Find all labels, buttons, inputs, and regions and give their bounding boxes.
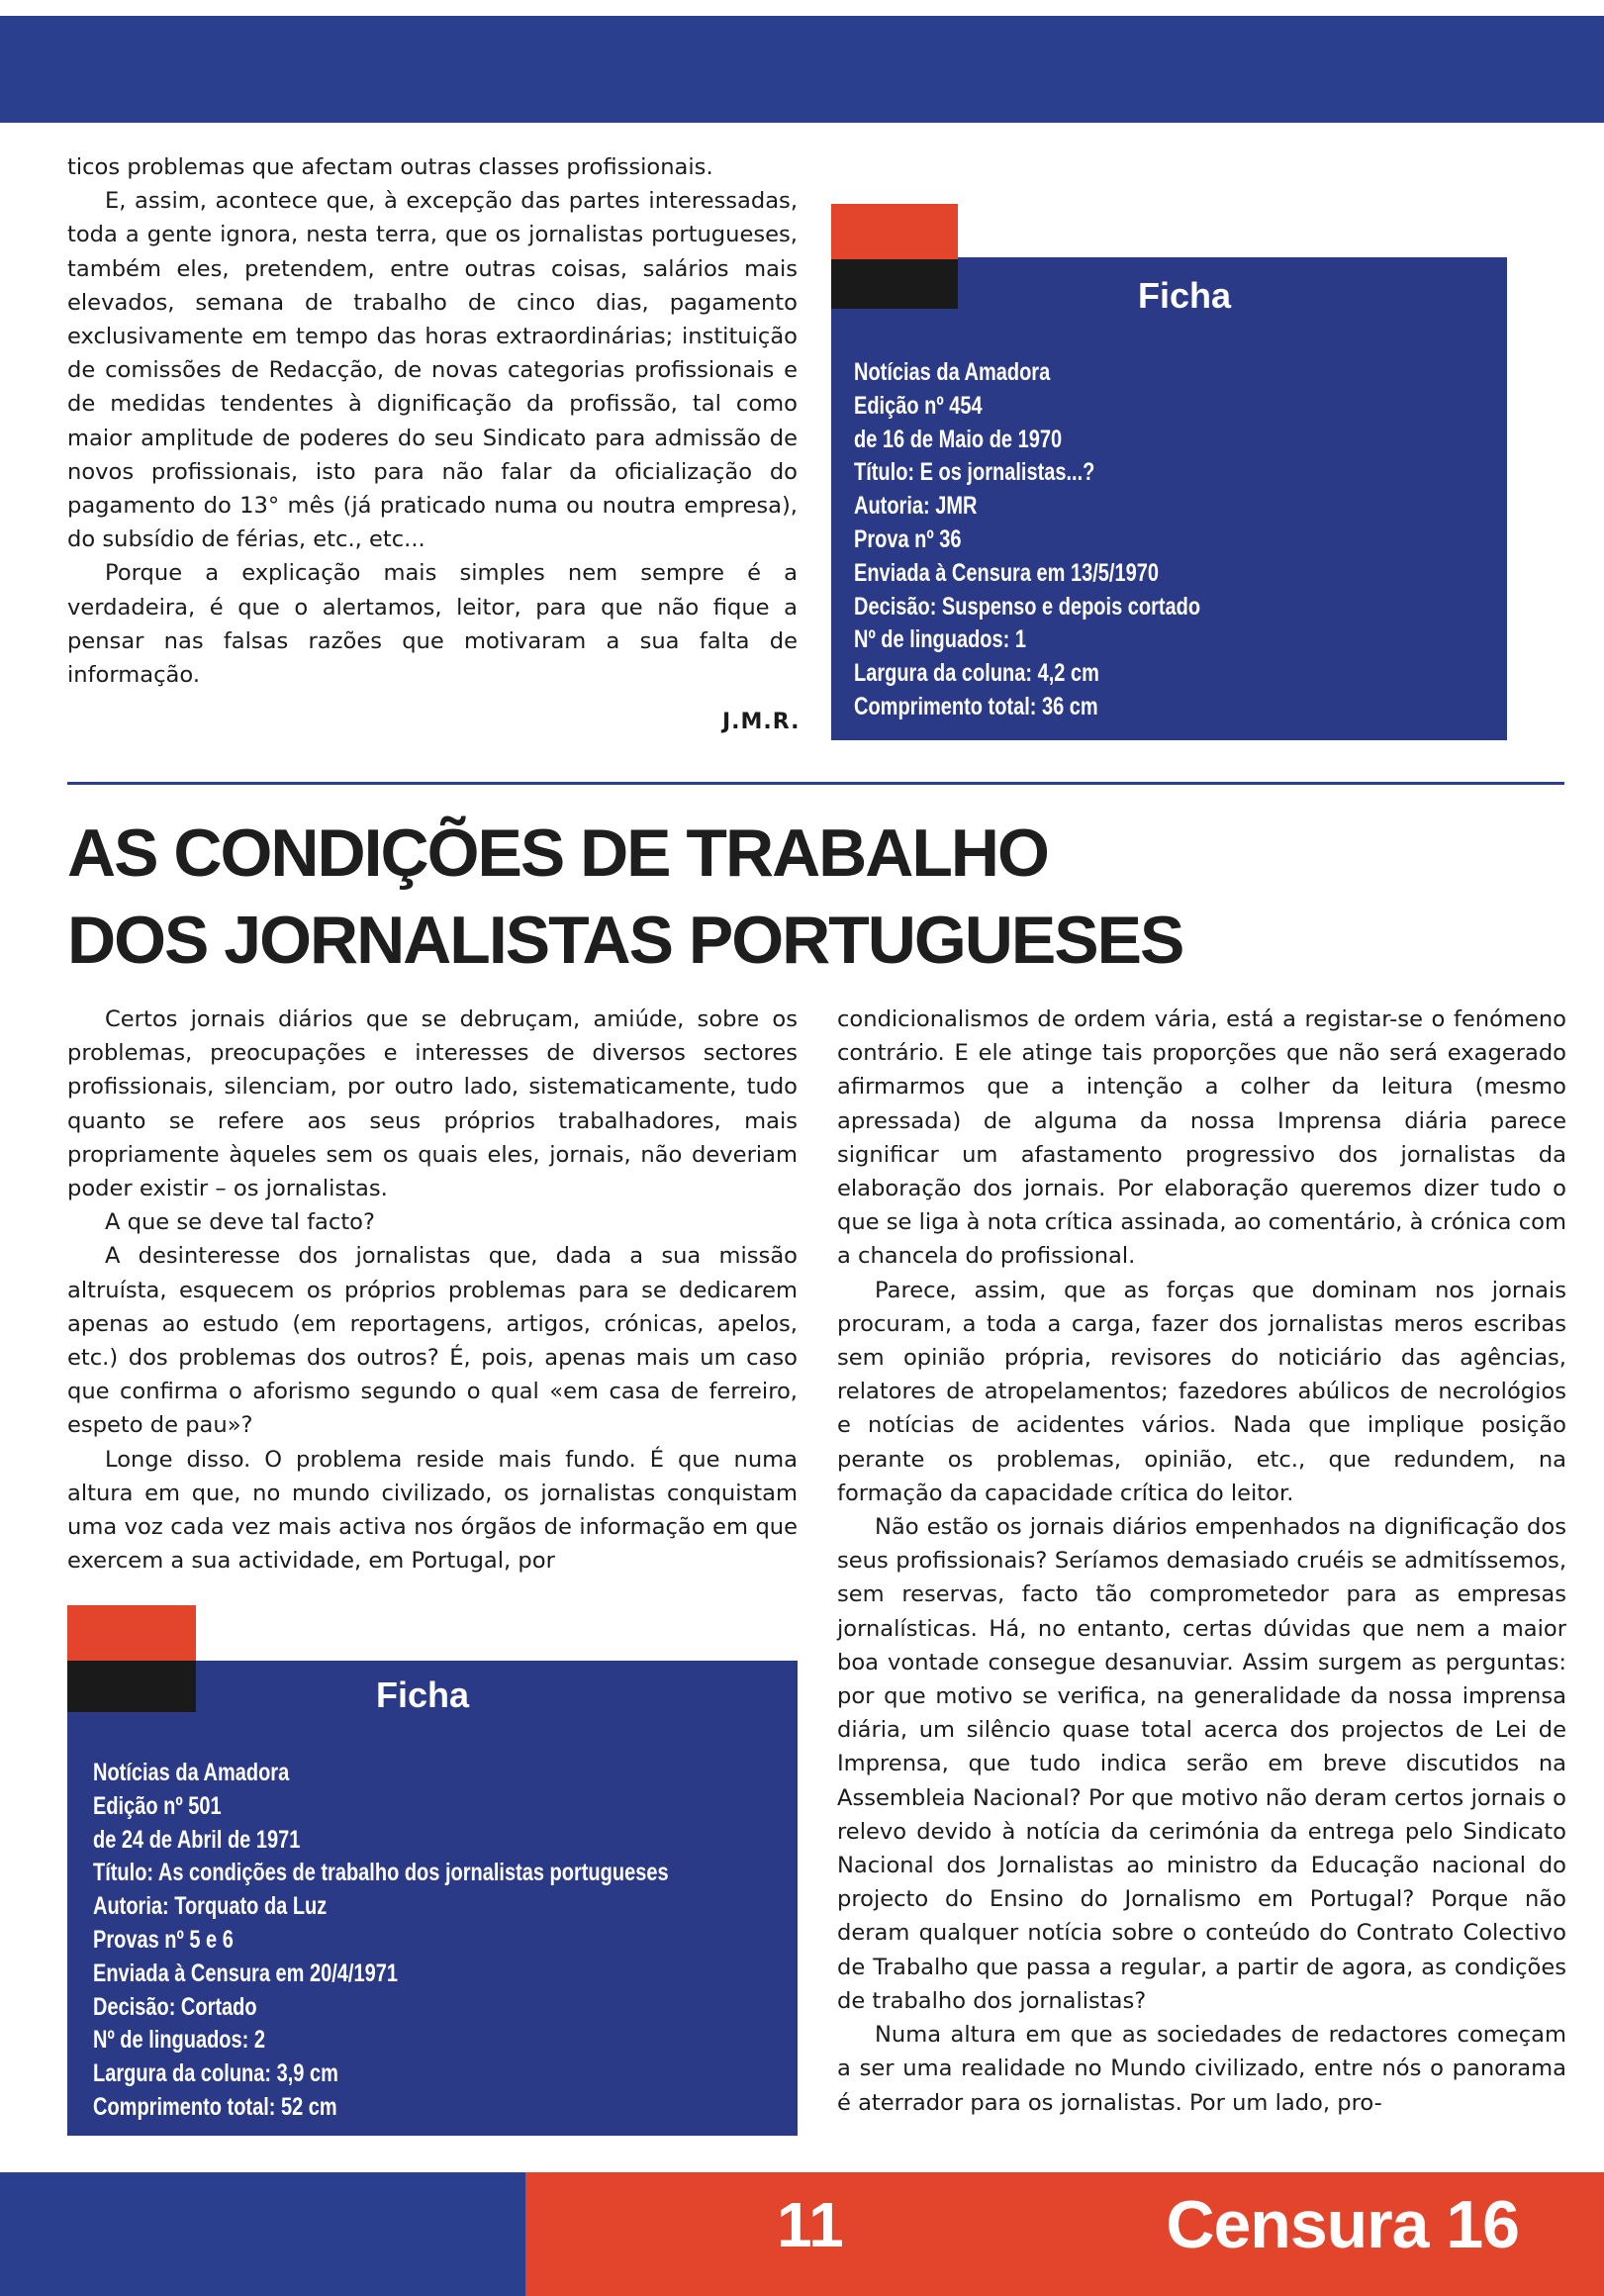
ficha-line: Prova nº 36 (854, 525, 962, 553)
ficha-line: Título: E os jornalistas...? (854, 458, 1095, 487)
ficha-line: Enviada à Censura em 20/4/1971 (93, 1959, 398, 1987)
footer-bar (0, 2172, 1604, 2296)
top-text-column (67, 150, 798, 692)
page-number: 11 (777, 2189, 844, 2260)
ficha-top-title: Ficha (1138, 275, 1232, 316)
ficha-line: Largura da coluna: 4,2 cm (854, 659, 1099, 688)
paragraph: Não estão os jornais diários empenhados na dignificação dos seus profissionais? Seríamos demasiado cruéis se admitíssemos, sem reservas, facto tão comprometedor para as empresas jornalísticas. Há, no entanto, certas dúvidas que nem a maior boa vontade consegue desanuviar. Assim surgem as perguntas: por que motivo se verifica, na generalidade da nossa imprensa diária, um silêncio quase total acerca dos projectos de Lei de Imprensa, que tudo indica serão em breve discutidos na Assembleia Nacional? Por que motivo não deram certos jornais o relevo devido à notícia da cerimónia da entrega pelo Sindicato Nacional dos Jornalistas ao ministro da Educação nacional do projecto do Ensino do Jornalismo em Portugal? Porque não deram qualquer notícia sobre o conteúdo do Contrato Colectivo de Trabalho que passa a regular, a partir de agora, as condições de trabalho dos jornalistas? (837, 1514, 1566, 2014)
footer-red-block (525, 2172, 1604, 2296)
ficha-bottom-title: Ficha (376, 1674, 470, 1715)
ficha-line: Notícias da Amadora (93, 1759, 290, 1786)
ficha-line: Autoria: Torquato da Luz (93, 1892, 328, 1921)
section-rule (67, 782, 1564, 785)
paragraph: E, assim, acontece que, à excepção das partes interessadas, toda a gente ignora, nesta terra, que os jornalistas portugueses, também eles, pretendem, entre outras coisas, salários mais elevados, semana de trabalho de cinco dias, pagamento exclusivamente em tempo das horas extraordinárias; instituição de comissões de Redacção, de novas categorias profissionais e de medidas tendentes à dignificação da profissão, tal como maior amplitude de poderes do seu Sindicato para admissão de novos profissionais, isto para não falar da oficialização do pagamento do 13° mês (já praticado numa ou noutra empresa), do subsídio de férias, etc., etc... (67, 188, 798, 553)
headline-line-2: DOS JORNALISTAS PORTUGUESES (67, 903, 1183, 978)
paragraph: A desinteresse dos jornalistas que, dada a sua missão altruísta, esquecem os próprios problemas para se dedicarem apenas ao estudo (em reportagens, artigos, crónicas, apelos, etc.) dos problemas dos outros? É, pois, apenas mais um caso que confirma o aforismo segundo o qual «em casa de ferreiro, espeto de pau»? (67, 1243, 798, 1439)
ficha-line: Decisão: Suspenso e depois cortado (854, 592, 1201, 621)
ficha-line: Edição nº 454 (854, 391, 983, 420)
article-left-column (67, 1003, 798, 1578)
ficha-line: Decisão: Cortado (93, 1992, 257, 2021)
signature: J.M.R. (722, 710, 801, 734)
paragraph: Certos jornais diários que se debruçam, amiúde, sobre os problemas, preocupações e interesses de diversos sectores profissionais, silenciam, por outro lado, sistematicamente, tudo quanto se refere aos seus próprios trabalhadores, mais propriamente àqueles sem os quais eles, jornais, não deveriam poder existir – os jornalistas. (67, 1006, 798, 1202)
footer-blue-block (0, 2172, 525, 2296)
ficha-line: Autoria: JMR (854, 492, 978, 521)
paragraph: ticos problemas que afectam outras classes profissionais. (67, 154, 713, 180)
ficha-line: Largura da coluna: 3,9 cm (93, 2059, 338, 2088)
ficha-line: Notícias da Amadora (854, 358, 1051, 386)
publication-name: Censura 16 (1166, 2187, 1519, 2262)
ficha-bottom-lines (93, 1757, 669, 2125)
ficha-line: Provas nº 5 e 6 (93, 1925, 234, 1954)
ficha-line: Nº de linguados: 2 (93, 2026, 265, 2055)
ficha-line: Nº de linguados: 1 (854, 625, 1026, 654)
ficha-line: Título: As condições de trabalho dos jornalistas portugueses (93, 1859, 669, 1887)
ficha-line: de 24 de Abril de 1971 (93, 1825, 301, 1854)
ficha-line: de 16 de Maio de 1970 (854, 425, 1063, 453)
headline-line-1: AS CONDIÇÕES DE TRABALHO (67, 815, 1048, 891)
top-banner (0, 16, 1604, 123)
ficha-line: Comprimento total: 52 cm (93, 2092, 337, 2121)
paragraph: A que se deve tal facto? (105, 1209, 375, 1236)
paragraph: Longe disso. O problema reside mais fundo. É que numa altura em que, no mundo civilizado, os jornalistas conquistam uma voz cada vez mais activa nos órgãos de informação em que exercem a sua actividade, em Portugal, por (67, 1446, 798, 1575)
article-right-column (837, 1003, 1566, 2120)
paragraph: condicionalismos de ordem vária, está a registar-se o fenómeno contrário. E ele atinge tais proporções que não será exagerado afirmarmos que a intenção a colher da leitura (mesmo apressada) de alguma da nossa Imprensa diária parece significar um afastamento progressivo dos jornalistas da elaboração dos jornais. Por elaboração queremos dizer tudo o que se liga à nota crítica assinada, ao comentário, à crónica com a chancela do profissional. (837, 1006, 1566, 1270)
paragraph: Parece, assim, que as forças que dominam nos jornais procuram, a toda a carga, fazer dos jornalistas meros escribas sem opinião própria, revisores do noticiário das agências, relatores de atropelamentos; fazedores abúlicos de necrológios e notícias de acidentes vários. Nada que implique posição perante os problemas, opinião, etc., que redundem, na formação da capacidade crítica do leitor. (837, 1277, 1566, 1506)
paragraph: Porque a explicação mais simples nem sempre é a verdadeira, é que o alertamos, leitor, para que não fique a pensar nas falsas razões que motivaram a sua falta de informação. (67, 560, 798, 689)
ficha-line: Edição nº 501 (93, 1791, 222, 1820)
paragraph: Numa altura em que as sociedades de redactores começam a ser uma realidade no Mundo civilizado, entre nós o panorama é aterrador para os jornalistas. Por um lado, pro- (837, 2022, 1566, 2116)
ficha-top-lines (854, 356, 1200, 724)
ficha-line: Enviada à Censura em 13/5/1970 (854, 558, 1159, 587)
article-headline (67, 810, 1182, 984)
ficha-line: Comprimento total: 36 cm (854, 692, 1098, 720)
